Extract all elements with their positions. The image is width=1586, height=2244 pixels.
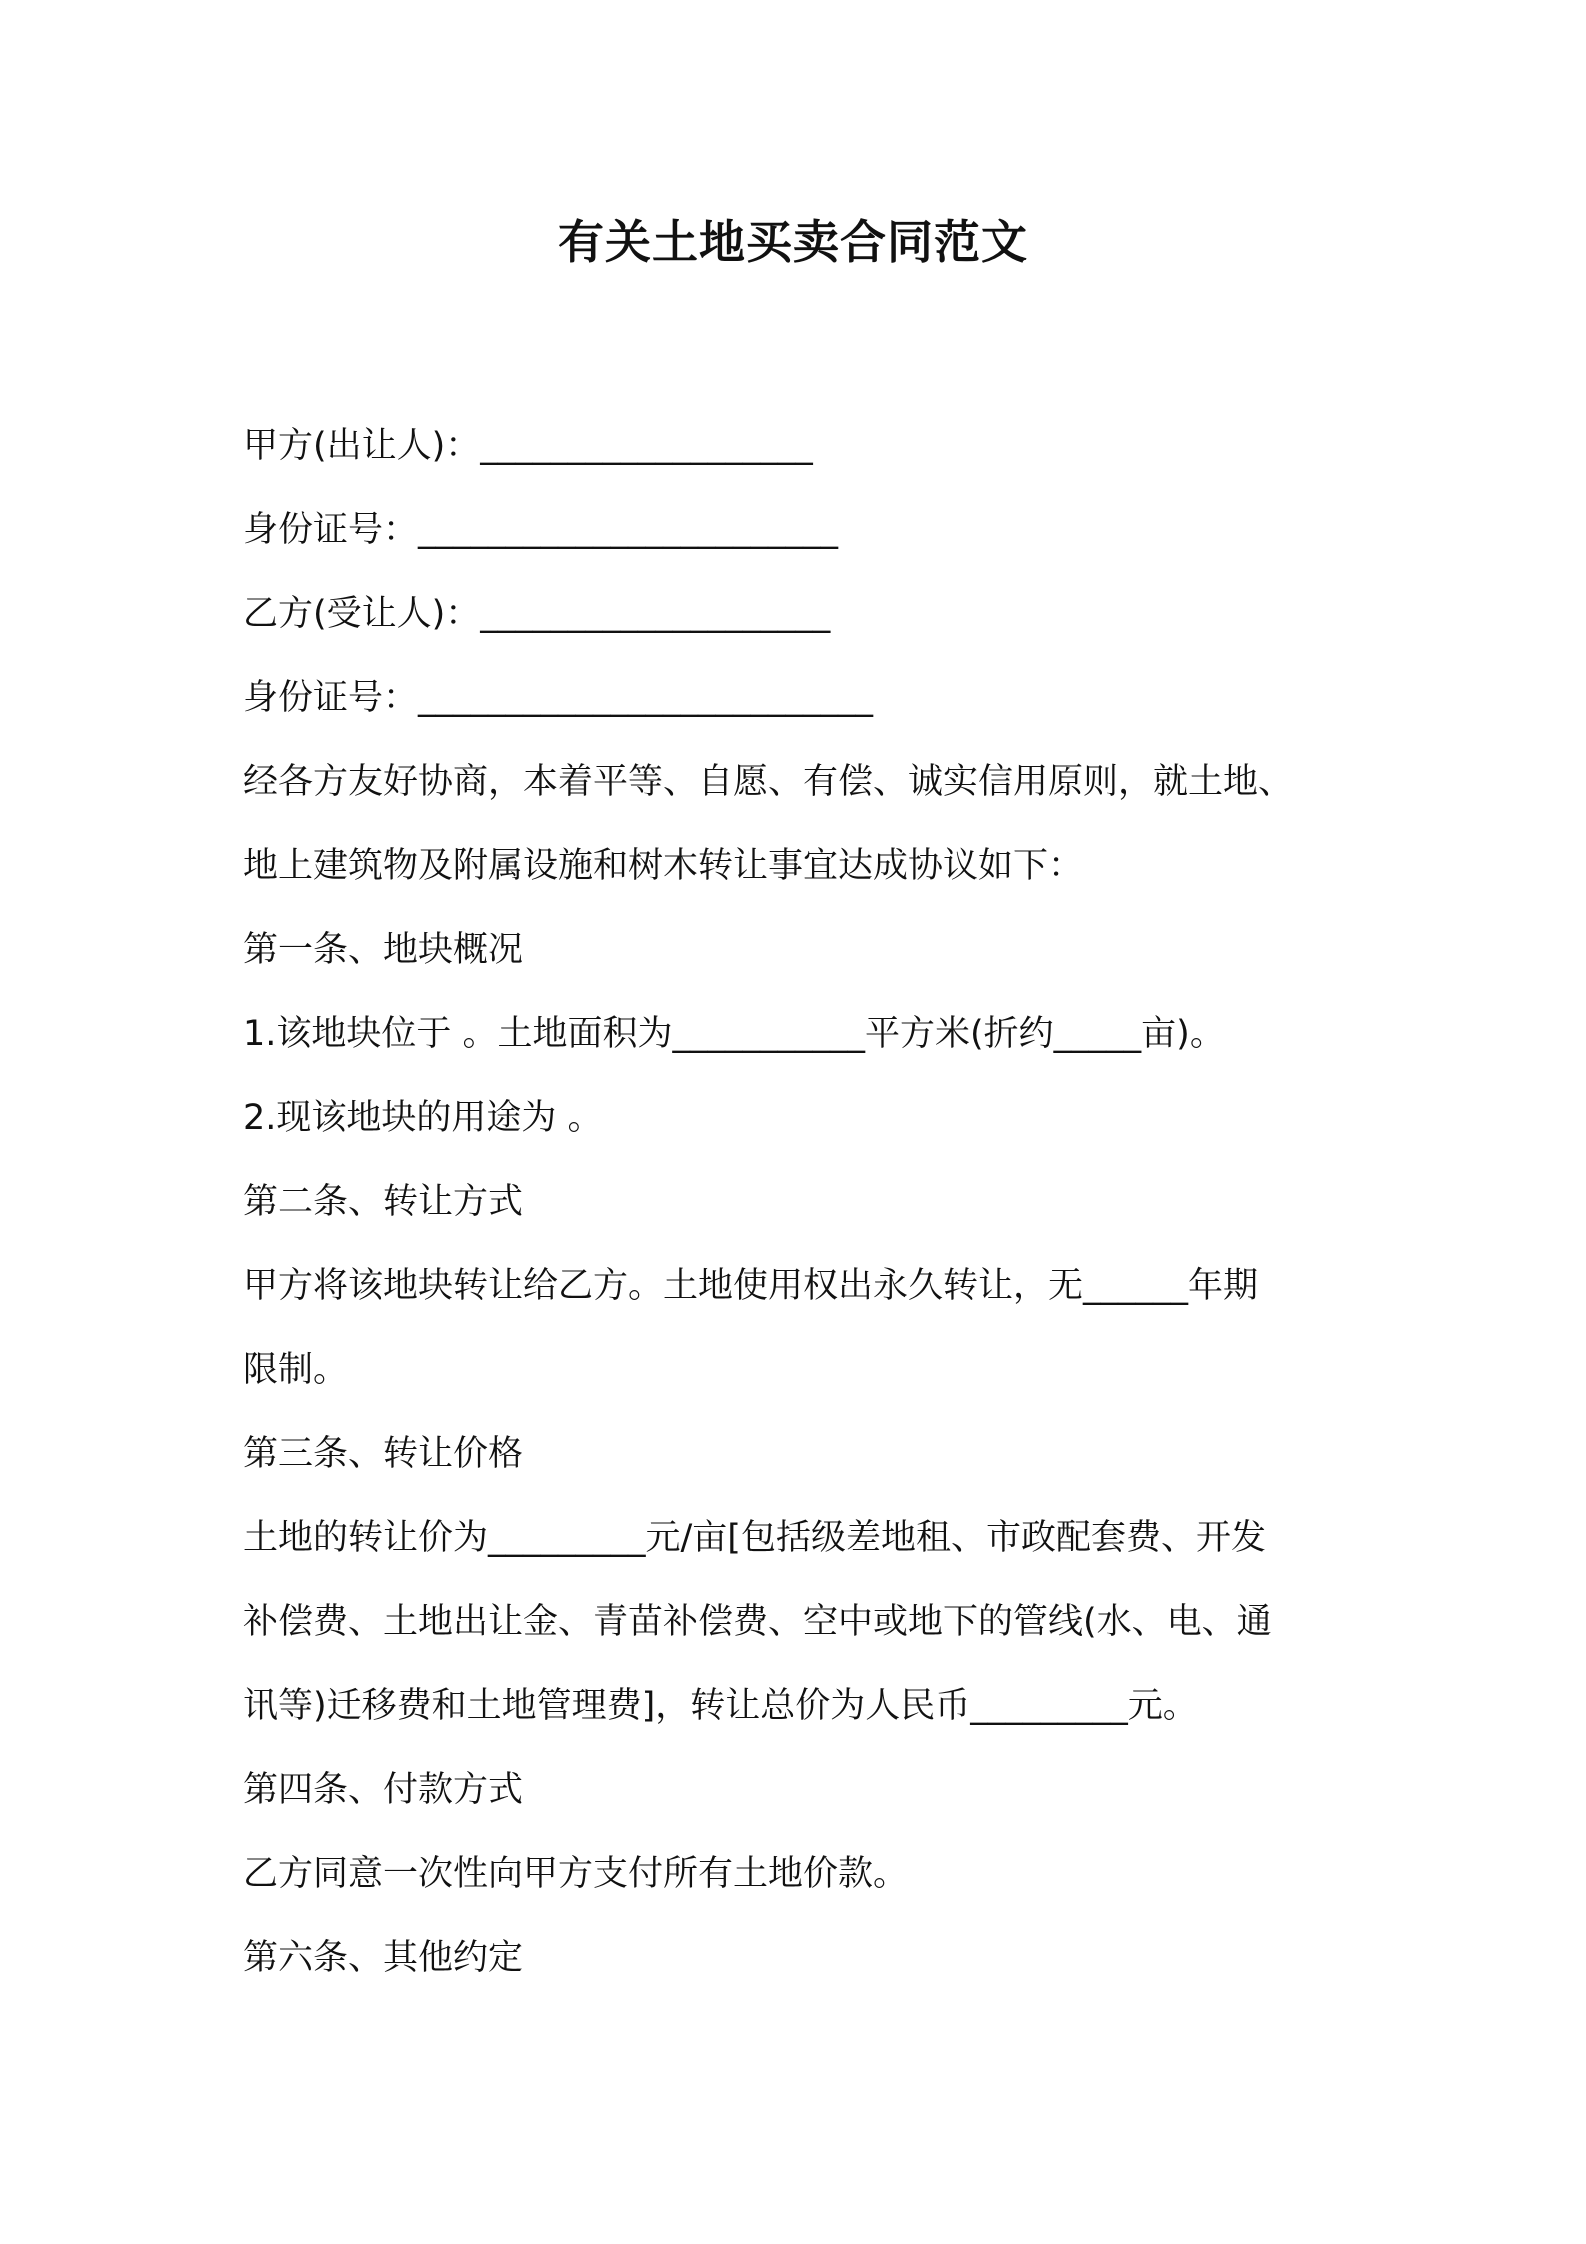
document-title: 有关土地买卖合同范文 (558, 215, 1028, 269)
article-1-item-2: 2.现该地块的用途为 。 (243, 1098, 603, 1138)
article-1-item-1: 1.该地块位于 。土地面积为___________平方米(折约_____亩)。 (243, 1014, 1225, 1054)
article-3-text-2: 补偿费、土地出让金、青苗补偿费、空中或地下的管线(水、电、通 (243, 1602, 1272, 1642)
article-3-text-3: 讯等)迁移费和土地管理费]，转让总价为人民币_________元。 (243, 1686, 1198, 1726)
party-b-id-line: 身份证号：__________________________ (243, 678, 874, 718)
party-a-line: 甲方(出让人)：___________________ (243, 426, 813, 466)
article-2-text-1: 甲方将该地块转让给乙方。土地使用权出永久转让，无______年期 (243, 1266, 1259, 1306)
article-4-heading: 第四条、付款方式 (243, 1770, 524, 1810)
preamble-line-2: 地上建筑物及附属设施和树木转让事宜达成协议如下： (243, 846, 1084, 886)
article-3-heading: 第三条、转让价格 (243, 1434, 524, 1474)
preamble-line-1: 经各方友好协商，本着平等、自愿、有偿、诚实信用原则，就土地、 (243, 762, 1294, 802)
article-2-text-2: 限制。 (243, 1350, 349, 1390)
article-3-text-1: 土地的转让价为_________元/亩[包括级差地租、市政配套费、开发 (243, 1518, 1266, 1558)
document-body (243, 404, 1363, 2000)
article-6-heading: 第六条、其他约定 (243, 1938, 524, 1978)
article-1-heading: 第一条、地块概况 (243, 930, 524, 970)
party-b-line: 乙方(受让人)：____________________ (243, 594, 831, 634)
article-2-heading: 第二条、转让方式 (243, 1182, 524, 1222)
party-a-id-line: 身份证号：________________________ (243, 510, 839, 550)
article-4-text: 乙方同意一次性向甲方支付所有土地价款。 (243, 1854, 909, 1894)
